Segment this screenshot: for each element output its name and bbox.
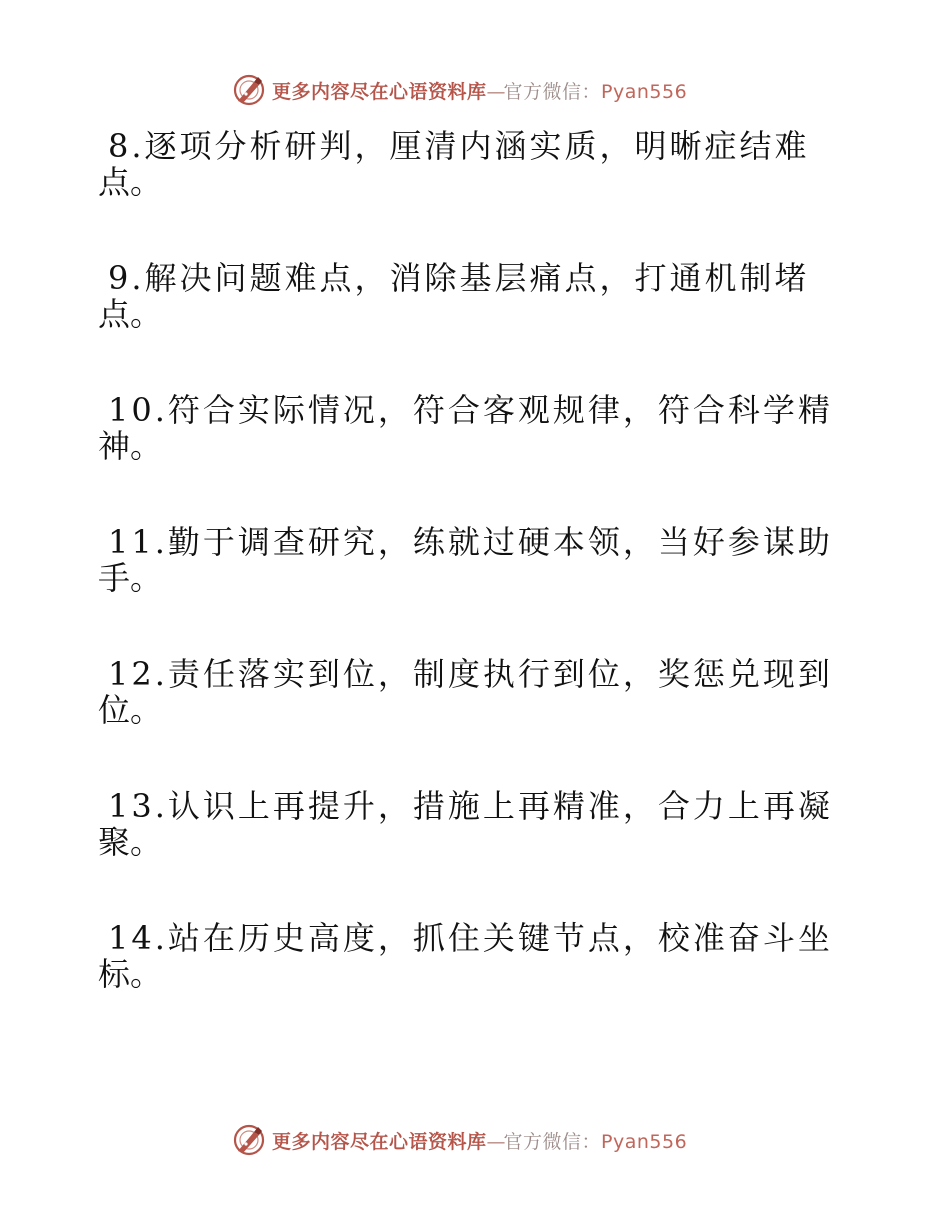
list-item — [98, 652, 833, 784]
list-item — [98, 388, 833, 520]
footer-wechat-label: 官方微信： — [503, 1130, 602, 1153]
list-item-line2: 标。 — [98, 955, 163, 993]
list-item-line1: 11.勤于调查研究，练就过硬本领，当好参谋助 — [108, 523, 833, 561]
list-item-line1: 9.解决问题难点，消除基层痛点，打通机制堵 — [108, 259, 810, 297]
list-item-line2: 手。 — [98, 559, 163, 597]
list-item-line1: 13.认识上再提升，措施上再精准，合力上再凝 — [108, 787, 833, 825]
list-item-line1: 10.符合实际情况，符合客观规律，符合科学精 — [108, 391, 833, 429]
list-item — [98, 916, 833, 1048]
pen-logo-icon — [232, 73, 266, 107]
header-brand-text: 更多内容尽在心语资料库 — [272, 80, 487, 103]
header-wechat-label: 官方微信： — [503, 80, 602, 103]
footer-brand-text: 更多内容尽在心语资料库 — [272, 1130, 487, 1153]
list-item — [98, 784, 833, 916]
footer-banner-text — [272, 1127, 687, 1154]
footer-wechat-id: Pyan556 — [601, 1130, 688, 1153]
footer-separator: — — [486, 1130, 504, 1153]
header-separator: — — [486, 80, 504, 103]
list-item-line1: 14.站在历史高度，抓住关键节点，校准奋斗坐 — [108, 919, 833, 957]
header-banner — [232, 72, 687, 108]
list-item-line1: 12.责任落实到位，制度执行到位，奖惩兑现到 — [108, 655, 833, 693]
list-item — [98, 256, 818, 388]
pen-logo-icon — [232, 1123, 266, 1157]
list-item — [98, 124, 818, 256]
footer-banner — [232, 1122, 687, 1158]
header-wechat-id: Pyan556 — [601, 80, 688, 103]
list-item-line2: 点。 — [98, 295, 163, 333]
list-item-line1: 8.逐项分析研判，厘清内涵实质，明晰症结难 — [108, 127, 810, 165]
phrase-list — [98, 124, 833, 1048]
list-item — [98, 520, 833, 652]
list-item-line2: 点。 — [98, 163, 163, 201]
list-item-line2: 位。 — [98, 691, 163, 729]
header-banner-text — [272, 77, 687, 104]
list-item-line2: 神。 — [98, 427, 163, 465]
list-item-line2: 聚。 — [98, 823, 163, 861]
